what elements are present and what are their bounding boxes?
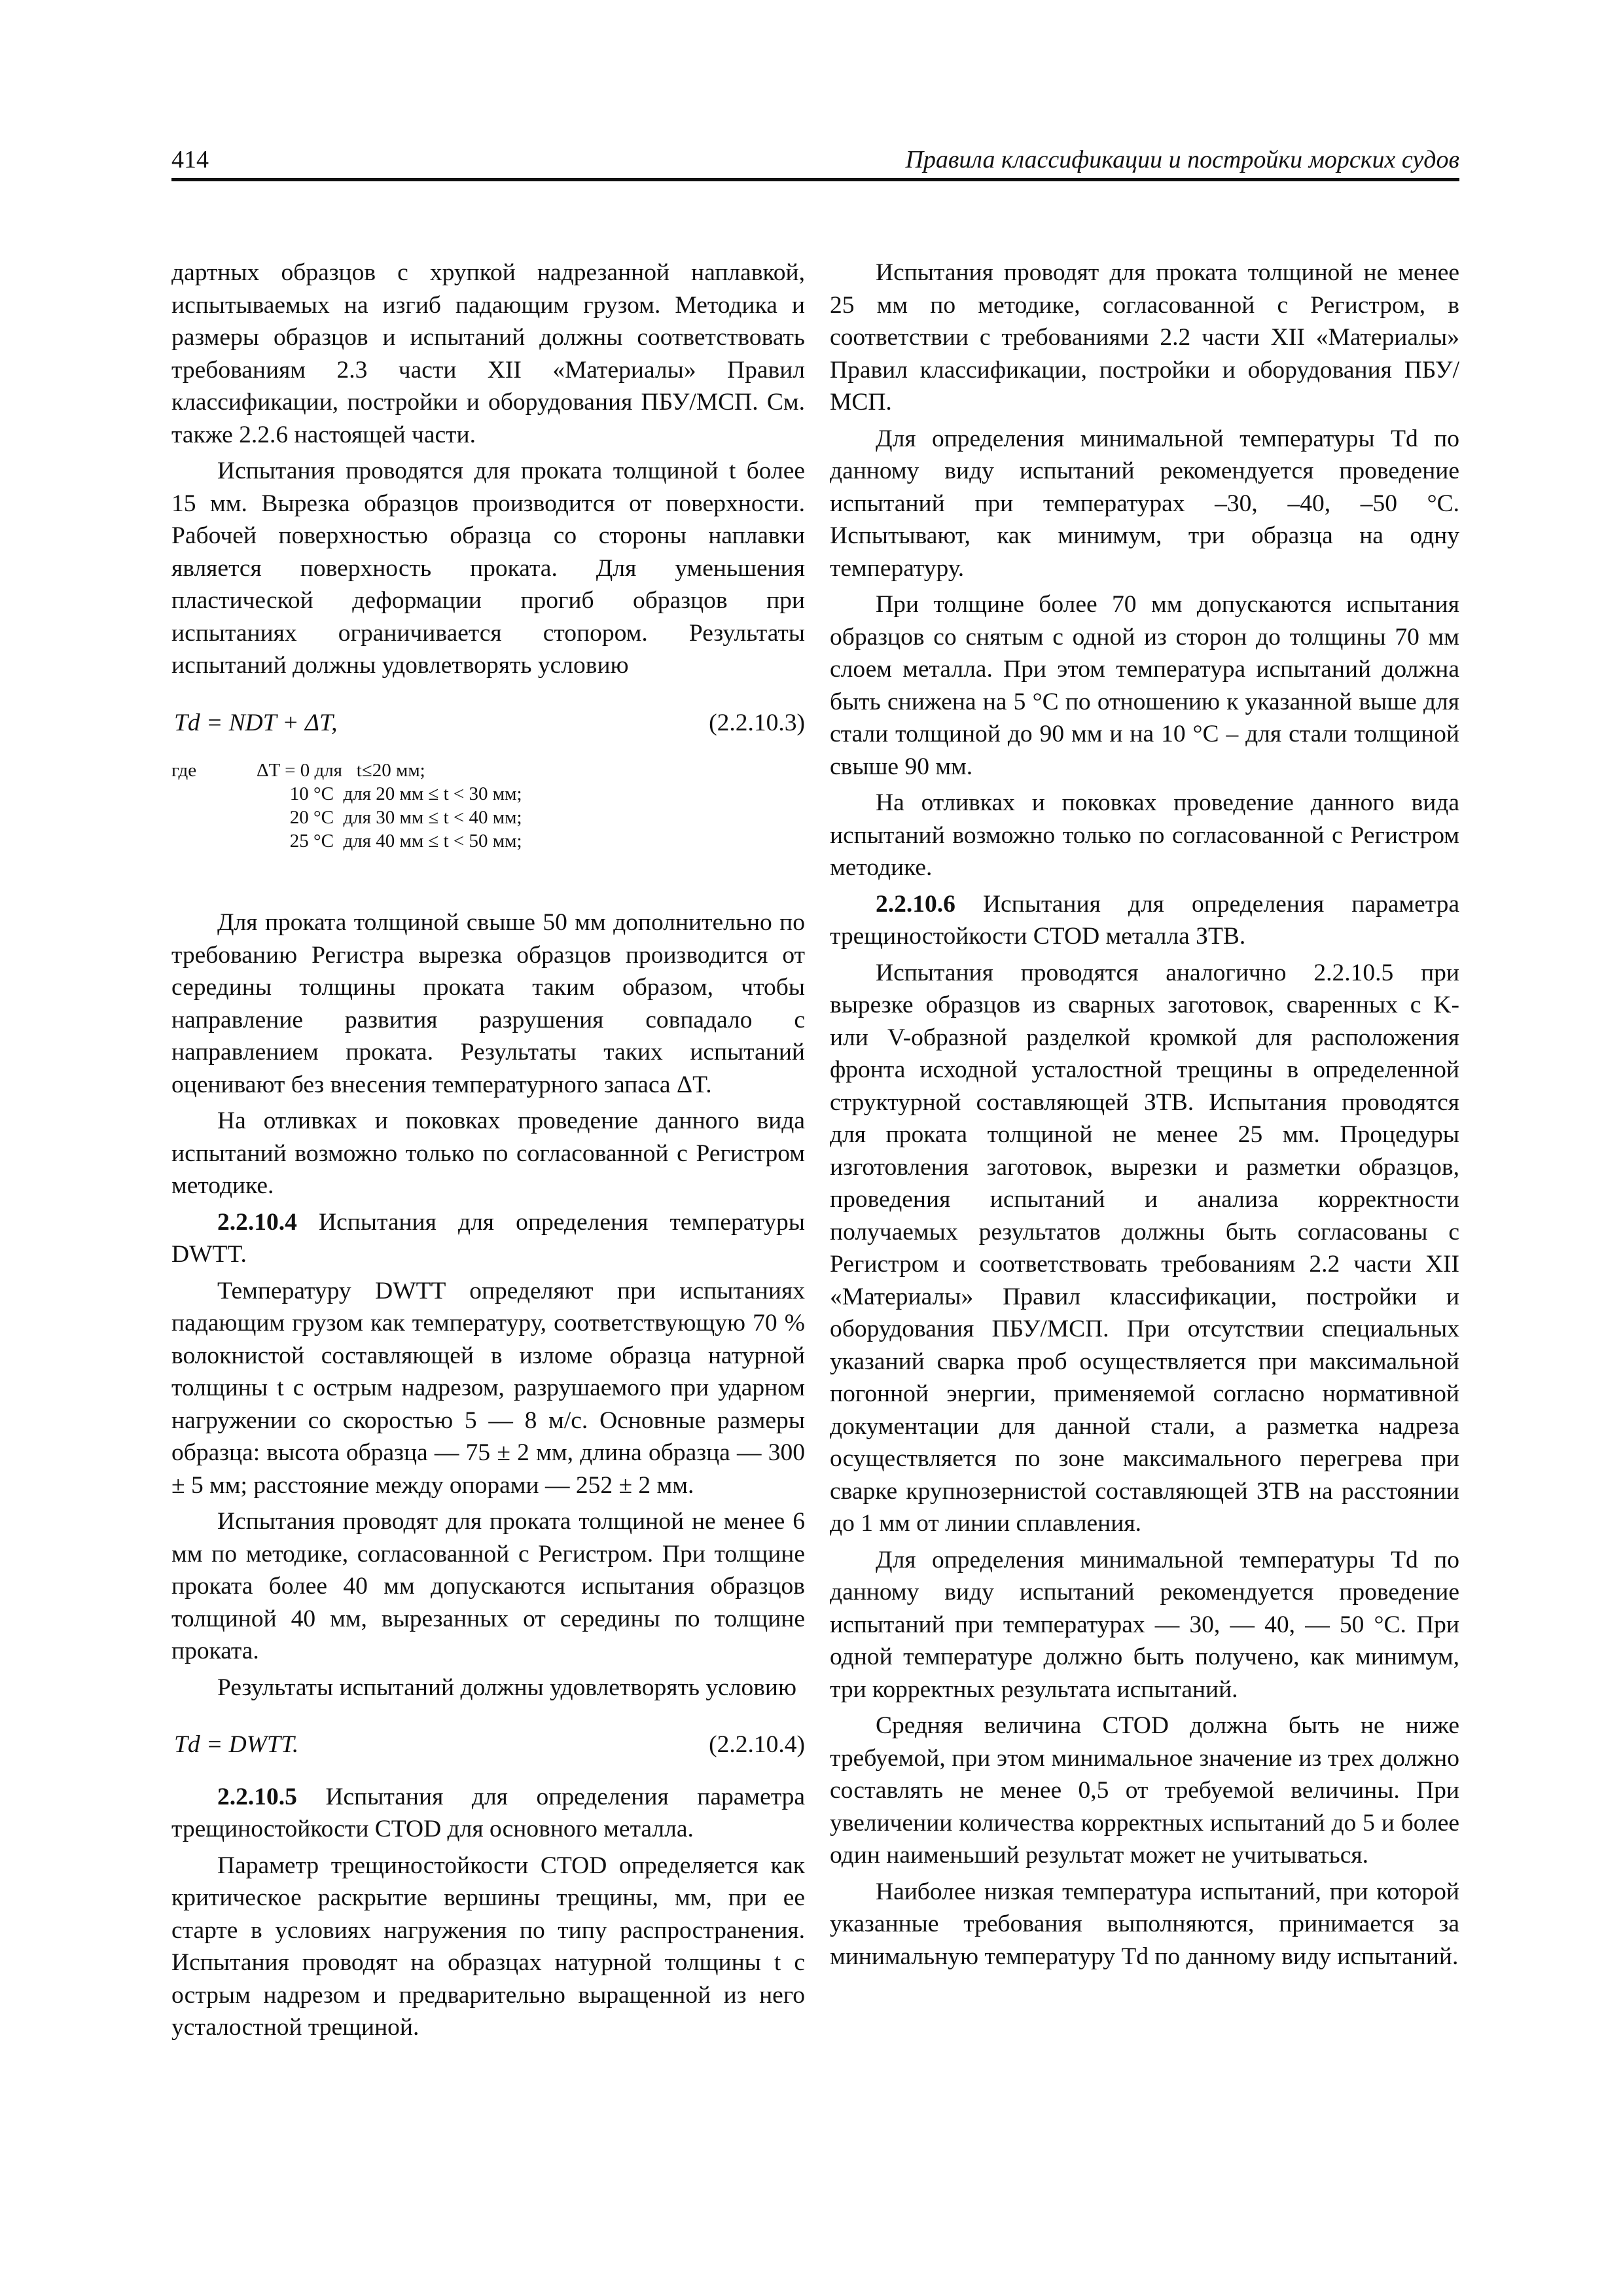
left-column xyxy=(171,257,805,2044)
section-title: Испытания для определения температуры DWTT. xyxy=(171,1208,805,1268)
formula-expression: Td = DWTT. xyxy=(174,1731,299,1758)
paragraph: Наиболее низкая температура испытаний, при которой указанные требования выполняются, принимается за минимальную температуру Td по данному виду испытаний. xyxy=(830,1878,1459,1970)
section-title: Испытания для определения параметра трещиностойкости CTOD металла ЗТВ. xyxy=(830,890,1459,950)
paragraph: Для определения минимальной температуры Td по данному виду испытаний рекомендуется проведение испытаний при температурах — 30, — 40, — 50 °С. При одной температуре должно быть получено, как минимум, три корректных результата испытаний. xyxy=(830,1546,1459,1703)
where-line: ΔT = 0 для t≤20 мм; xyxy=(257,760,425,781)
paragraph: Параметр трещиностойкости CTOD определяется как критическое раскрытие вершины трещины, мм, при ее старте в условиях нагружения по типу распространения. Испытания проводят на образцах натурной толщины t с острым надрезом и предварительно выращенной из него усталостной трещиной. xyxy=(171,1852,805,2041)
section-heading-2-2-10-6 xyxy=(830,888,1459,953)
right-column xyxy=(830,257,1459,1973)
section-number: 2.2.10.5 xyxy=(217,1783,297,1810)
where-line: 25 °С для 40 мм ≤ t < 50 мм; xyxy=(257,831,522,852)
where-label: где xyxy=(171,760,197,781)
where-line: 20 °С для 30 мм ≤ t < 40 мм; xyxy=(257,807,522,828)
paragraph: Средняя величина CTOD должна быть не ниже требуемой, при этом минимальное значение из трех должно составлять не менее 0,5 от требуемой величины. При увеличении количества корректных испытаний до 5 и более один наименьший результат может не учитываться. xyxy=(830,1712,1459,1869)
formula-number: (2.2.10.3) xyxy=(709,709,805,736)
paragraph: Для определения минимальной температуры Td по данному виду испытаний рекомендуется проведение испытаний при температурах –30, –40, –50 °С. Испытывают, как минимум, три образца на одну температуру. xyxy=(830,425,1459,582)
paragraph: На отливках и поковках проведение данного вида испытаний возможно только по согласованной с Регистром методике. xyxy=(830,789,1459,881)
paragraph: Температуру DWTT определяют при испытаниях падающим грузом как температуру, соответствующую 70 % волокнистой составляющей в изломе образца натурной толщины t с острым надрезом, разрушаемого при ударном нагружении со скоростью 5 — 8 м/с. Основные размеры образца: высота образца — 75 ± 2 мм, длина образца — 300 ± 5 мм; расстояние между опорами — 252 ± 2 мм. xyxy=(171,1277,805,1499)
formula-2-2-10-4 xyxy=(171,1729,805,1761)
paragraph: Испытания проводятся для проката толщиной t более 15 мм. Вырезка образцов производится от поверхности. Рабочей поверхностью образца со стороны наплавки является поверхность проката. Для уменьшения пластической деформации прогиб образцов при испытаниях ограничивается стопором. Результаты испытаний должны удовлетворять условию xyxy=(171,457,805,679)
section-heading-2-2-10-4 xyxy=(171,1206,805,1271)
paragraph: Для проката толщиной свыше 50 мм дополнительно по требованию Регистра вырезка образцов производится от середины толщины проката таким образом, чтобы направление развития разрушения совпадало с направлением проката. Результаты таких испытаний оценивают без внесения температурного запаса ΔT. xyxy=(171,909,805,1098)
paragraph: Испытания проводят для проката толщиной не менее 6 мм по методике, согласованной с Регистром. При толщине проката более 40 мм допускаются испытания образцов толщиной 40 мм, вырезанных от середины по толщине проката. xyxy=(171,1508,805,1664)
where-line: 10 °С для 20 мм ≤ t < 30 мм; xyxy=(257,783,522,804)
section-number: 2.2.10.6 xyxy=(876,890,955,918)
formula-expression: Td = NDT + ΔT, xyxy=(174,709,338,736)
paragraph: Результаты испытаний должны удовлетворять условию xyxy=(217,1674,796,1701)
formula-number: (2.2.10.4) xyxy=(709,1731,805,1758)
where-clause xyxy=(171,759,805,853)
formula-2-2-10-3 xyxy=(171,707,805,740)
paragraph: На отливках и поковках проведение данного вида испытаний возможно только по согласованной с Регистром методике. xyxy=(171,1107,805,1199)
paragraph: При толщине более 70 мм допускаются испытания образцов со снятым с одной из сторон до толщины 70 мм слоем металла. При этом температура испытаний должна быть снижена на 5 °С по отношению к указанной выше для стали толщиной до 90 мм и на 10 °С – для стали толщиной свыше 90 мм. xyxy=(830,591,1459,780)
section-title: Испытания для определения параметра трещиностойкости CTOD для основного металла. xyxy=(171,1783,805,1842)
section-heading-2-2-10-5 xyxy=(171,1781,805,1846)
paragraph: дартных образцов с хрупкой надрезанной наплавкой, испытываемых на изгиб падающим грузом. Методика и размеры образцов и испытаний должны соответствовать требованиям 2.3 части XII «Материалы» Правил классификации, постройки и оборудования ПБУ/МСП. См. также 2.2.6 настоящей части. xyxy=(171,259,805,448)
paragraph: Испытания проводят для проката толщиной не менее 25 мм по методике, согласованной с Регистром, в соответствии с требованиями 2.2 части XII «Материалы» Правил классификации, постройки и оборудования ПБУ/МСП. xyxy=(830,259,1459,416)
paragraph: Испытания проводятся аналогично 2.2.10.5 при вырезке образцов из сварных заготовок, сваренных с K- или V-образной разделкой кромкой для расположения фронта исходной усталостной трещины в определенной структурной составляющей ЗТВ. Испытания проводятся для проката толщиной не менее 25 мм. Процедуры изготовления заготовок, вырезки и разметки образцов, проведения испытаний и анализа корректности получаемых результатов должны быть согласованы с Регистром и соответствовать требованиям 2.2 части XII «Материалы» Правил классификации, постройки и оборудования ПБУ/МСП. При отсутствии специальных указаний сварка проб осуществляется при максимальной погонной энергии, применяемой согласно нормативной документации для данной стали, а разметка надреза осуществляется по зоне максимального перегрева при сварке крупнозернистой составляющей ЗТВ на расстоянии до 1 мм от линии сплавления. xyxy=(830,959,1459,1537)
page-number: 414 xyxy=(171,146,209,173)
page-header xyxy=(171,145,1459,181)
running-title: Правила классификации и постройки морских судов xyxy=(905,146,1459,173)
section-number: 2.2.10.4 xyxy=(217,1208,297,1236)
